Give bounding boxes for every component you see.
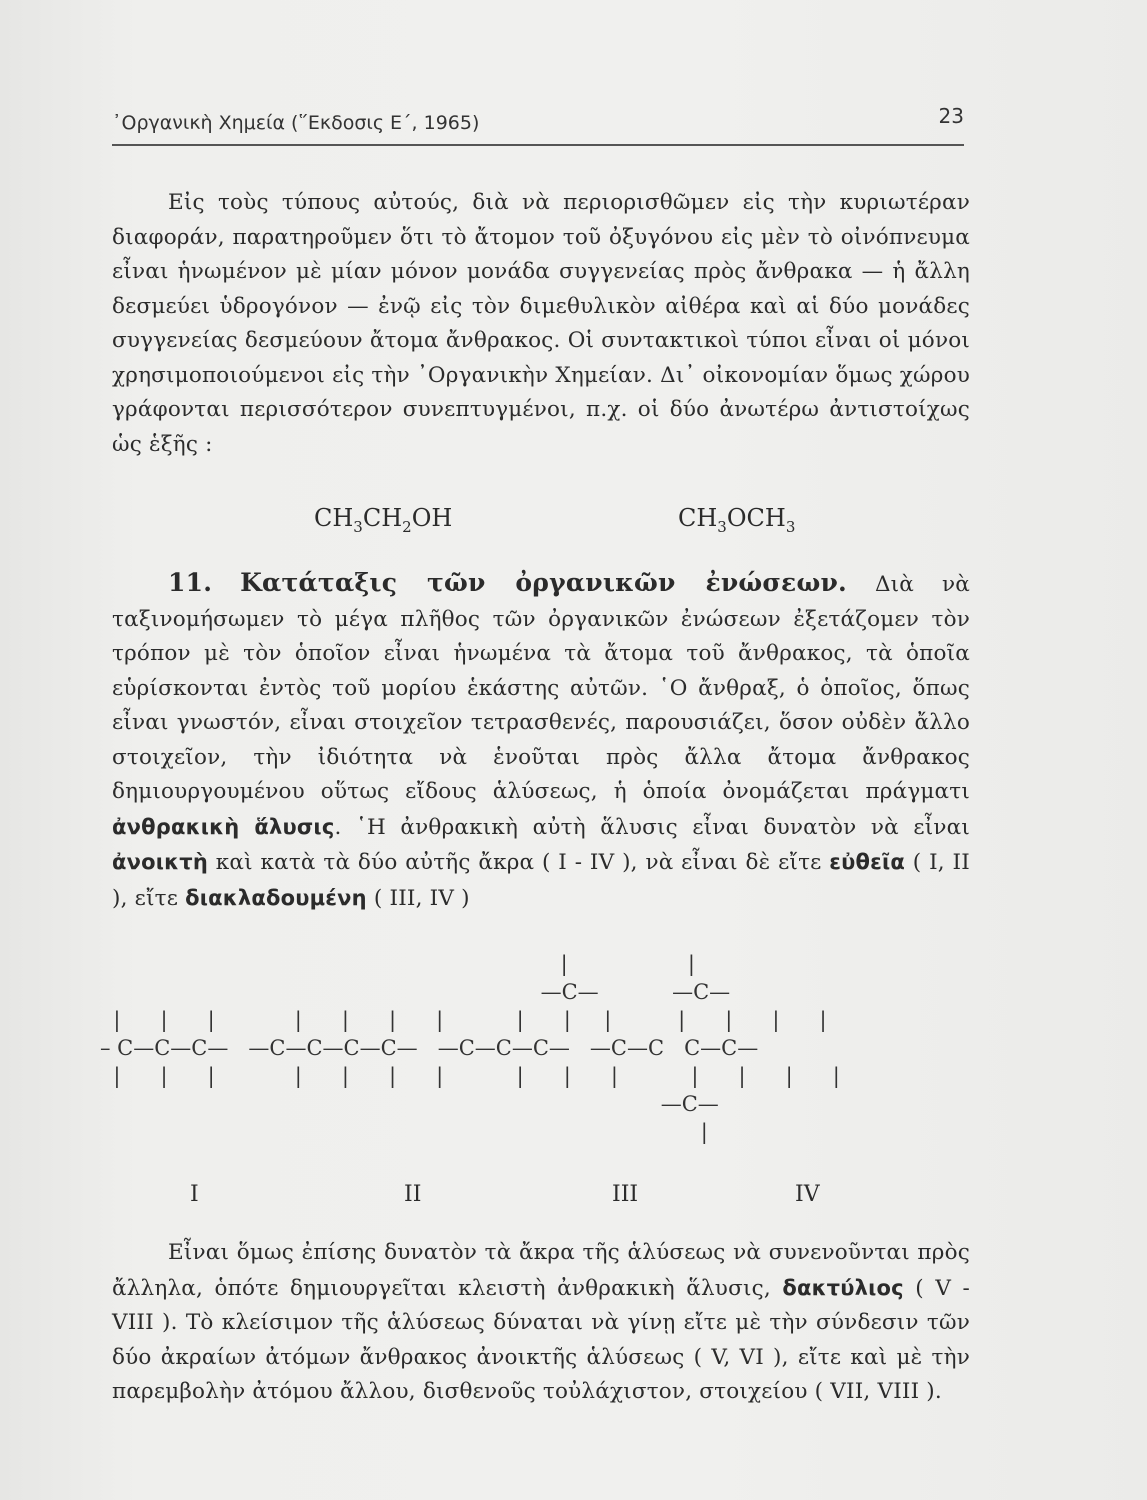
formula-dimethyl-ether: $CH_3OCH_3$: [678, 504, 796, 536]
section-number: 11.: [168, 568, 213, 597]
running-head: [112, 100, 964, 146]
term-branched: διακλαδουμένη: [185, 885, 367, 910]
term-ring: δακτύλιος: [782, 1275, 904, 1300]
structure-label-4: IV: [795, 1182, 820, 1207]
paragraph-formulas-intro: Εἰς τοὺς τύπους αὐτούς, διὰ νὰ περιορισθῶμεν εἰς τὴν κυριωτέραν διαφοράν, παρατηροῦμεν ὅτι τὸ ἄτομον τοῦ ὀξυγόνου εἰς μὲν τὸ οἰνόπνευμα εἶναι ἡνωμένον μὲ μίαν μόνον μονάδα συγγενείας πρὸς ἄνθρακα — ἡ ἄλλη δεσμεύει ὑδρογόνον — ἐνῷ εἰς τὸν διμεθυλικὸν αἰθέρα καὶ αἱ δύο μονάδες συγγενείας δεσμεύουν ἄτομα ἄνθρακος. Οἱ συντακτικοὶ τύποι εἶναι οἱ μόνοι χρησιμοποιούμενοι εἰς τὴν ᾿Οργανικὴν Χημείαν. Δι᾿ οἰκονομίαν ὅμως χώρου γράφονται περισσότερον συνεπτυγμένοι, π.χ. οἱ δύο ἀνωτέρω ἀντιστοίχως ὡς ἑξῆς :: [112, 190, 970, 457]
term-carbon-chain: ἀνθρακικὴ ἅλυσις: [112, 814, 335, 839]
term-open: ἀνοικτὴ: [112, 850, 209, 874]
structure-diagram-text: | | —C— —C— | | | | | | | | | | | | | | – C—C—C— —C—C—C—C— —C—C—C— —C—C C—C— | | | | | | | | | | | | | | —C— |: [100, 952, 840, 1144]
structure-label-3: III: [612, 1182, 639, 1207]
paragraph-rings: Εἶναι ὅμως ἐπίσης δυνατὸν τὰ ἄκρα τῆς ἁλύσεως νὰ συνενοῦνται πρὸς ἄλληλα, ὁπότε δημιουργεῖται κλειστὴ ἀνθρακικὴ ἅλυσις, δακτύλιος ( V - VIII ). Τὸ κλείσιμον τῆς ἁλύσεως δύναται νὰ γίνῃ εἴτε μὲ τὴν σύνδεσιν τῶν δύο ἀκραίων ἀτόμων ἄνθρακος ἀνοικτῆς ἁλύσεως ( V, VI ), εἴτε καὶ μὲ τὴν παρεμβολὴν ἀτόμου ἄλλου, δισθενοῦς τοὐλάχιστον, στοιχείου ( VII, VIII ).: [112, 1240, 970, 1404]
formula-ethanol: $CH_3CH_2OH$: [314, 504, 453, 536]
section-title: Κατάταξις τῶν ὀργανικῶν ἐνώσεων.: [240, 568, 847, 597]
term-straight: εὐθεῖα: [829, 850, 906, 874]
structure-label-1: I: [190, 1182, 199, 1207]
carbon-chain-structures: [100, 950, 840, 1146]
page-number: 23: [938, 104, 964, 128]
running-title: ᾿Οργανικὴ Χημεία (῞Εκδοσις Ε΄, 1965): [112, 112, 480, 134]
section-11-paragraph: 11. Κατάταξις τῶν ὀργανικῶν ἐνώσεων. Διὰ νὰ ταξινομήσωμεν τὸ μέγα πλῆθος τῶν ὀργανικῶν ἐνώσεων ἐξετάζομεν τὸν τρόπον μὲ τὸν ὁποῖον εἶναι ἡνωμένα τὰ ἄτομα τοῦ ἄνθρακος, τὰ ὁποῖα εὑρίσκονται ἐντὸς τοῦ μορίου ἑκάστης αὐτῶν. ῾Ο ἄνθραξ, ὁ ὁποῖος, ὅπως εἶναι γνωστόν, εἶναι στοιχεῖον τετρασθενές, παρουσιάζει, ὅσον οὐδὲν ἄλλο στοιχεῖον, τὴν ἰδιότητα νὰ ἑνοῦται πρὸς ἄλλα ἄτομα ἄνθρακος δημιουργουμένου οὕτως εἴδους ἁλύσεως, ἡ ὁποία ὀνομάζεται πράγματι ἀνθρακικὴ ἅλυσις. ῾Η ἀνθρακικὴ αὐτὴ ἅλυσις εἶναι δυνατὸν νὰ εἶναι ἀνοικτὴ καὶ κατὰ τὰ δύο αὐτῆς ἄκρα ( I - IV ), νὰ εἶναι δὲ εἴτε εὐθεῖα ( I, II ), εἴτε διακλαδουμένη ( III, IV ): [112, 568, 971, 911]
structure-label-2: II: [404, 1182, 422, 1207]
